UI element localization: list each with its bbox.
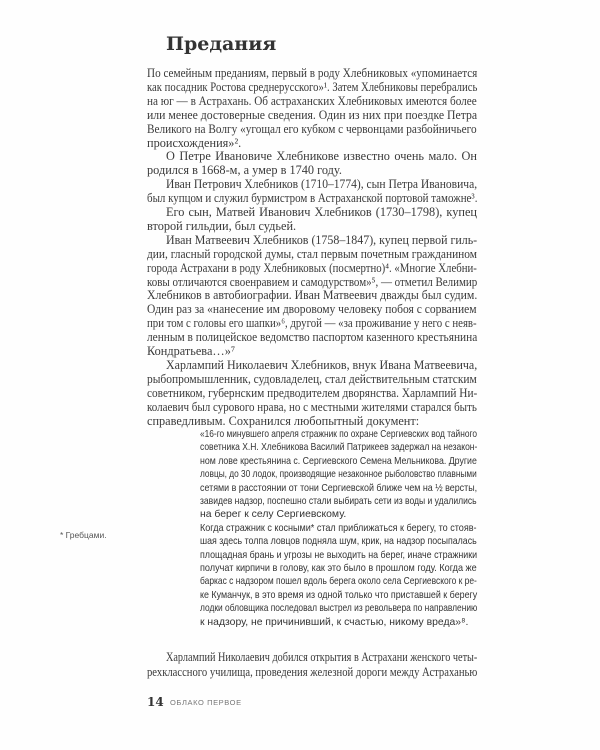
text-line: получат кирпичи в голову, как это было в прошлом году. Когда же — [200, 563, 477, 574]
text-line: ловцы, до 30 лодок, производящие незаконное рыболовство плавными — [200, 469, 477, 481]
chapter-title: Предания — [166, 33, 277, 55]
text-line: Кондратьева…»⁷ — [147, 344, 236, 358]
text-line: сетями в расстоянии от тони Сергиевской ближе чем на ½ версты, — [200, 482, 478, 494]
text-line: ном лове крестьянина с. Сергиевского Семена Мельникова. Другие — [200, 455, 477, 467]
text-line: дии, гласный городской думы, стал первым почетным гражданином — [147, 246, 477, 261]
text-line: рыбопромышленник, судовладелец, стал действительным статским — [147, 371, 477, 386]
text-line: был купцом и служил бурмистром в Астраханской портовой таможне³. — [147, 191, 478, 206]
page-number: 14 — [147, 695, 164, 709]
text-line: Харлампий Николаевич добился открытия в Астрахани женского четы- — [166, 650, 478, 664]
text-line: «16-го минувшего апреля стражник по охране Сергиевских вод тайного — [200, 429, 477, 440]
side-footnote: * Гребцами. — [60, 530, 107, 540]
text-line: происхождения»². — [147, 135, 242, 150]
text-line: или менее достоверные сведения. Один из них при поездке Петра — [147, 107, 478, 122]
text-line: колаевич был сурового нрава, но с местными жителями старался быть — [147, 399, 477, 414]
text-line: советником, губернским предводителем дворянства. Харлампий Ни- — [147, 385, 478, 400]
text-line: при том с головы его шапки»⁶, другой — «за проживание у него с неяв- — [147, 316, 477, 331]
text-line: рехклассного училища, проведения железной дороги между Астраханью — [147, 665, 478, 679]
text-line: шая здесь толпа ловцов подняла шум, крик, на надзор посыпалась — [200, 536, 477, 548]
text-line: Иван Петрович Хлебников (1710–1774), сын Петра Ивановича, — [166, 177, 478, 192]
text-line: ленным в полицейское ведомство паспортом казенного крестьянина — [147, 330, 478, 345]
text-line: ке Куманчук, в это время из одной только что приставшей к берегу — [200, 589, 478, 601]
text-line: ковы отличаются своенравием и самодурством»⁵, — отметил Велимир — [147, 274, 478, 289]
text-line: советника Х.Н. Хлебникова Василий Патрикеев задержал на незакон- — [200, 442, 478, 454]
text-line: второй гильдии, был судьей. — [147, 218, 297, 233]
text-line: города Астрахани в роду Хлебниковых (посмертно)⁴. «Многие Хлебни- — [147, 260, 477, 275]
text-line: лодки обловщика последовал выстрел из револьвера по направлению — [200, 603, 478, 615]
text-line: Харлампий Николаевич Хлебников, внук Ивана Матвеевича, — [166, 357, 478, 372]
running-footer-title: ОБЛАКО ПЕРВОЕ — [170, 698, 242, 707]
text-line: завидев надзор, поспешно стали выбирать сети из воды и удалились — [200, 496, 477, 507]
text-line: О Петре Ивановиче Хлебникове известно очень мало. Он — [166, 149, 477, 164]
text-line: Великого на Волгу «угощал его кубком с червонцами разбойничьего — [147, 121, 477, 136]
text-line: к надзору, не причинивший, к счастью, никому вреда»⁸. — [200, 616, 469, 628]
text-line: баркас с надзором пошел вдоль берега около села Сергиевского к ре- — [200, 576, 477, 588]
text-line: Один раз за «нанесение им дворовому человеку побоя с сорванием — [147, 302, 477, 317]
text-line: на юг — в Астрахань. Об астраханских Хлебниковых имеются более — [147, 93, 477, 108]
text-line: справедливым. Сохранился любопытный документ: — [147, 413, 420, 428]
text-line: Когда стражник с косными* стал приближаться к берегу, то стояв- — [200, 522, 477, 534]
text-line: По семейным преданиям, первый в роду Хлебниковых «упоминается — [147, 66, 478, 80]
text-line: родился в 1668-м, а умер в 1740 году. — [147, 163, 342, 178]
text-line: на берег к селу Сергиевскому. — [200, 509, 347, 521]
text-line: Его сын, Матвей Иванович Хлебников (1730–1798), купец — [166, 205, 477, 219]
text-line: как посадник Ростова среднерусского»¹. Затем Хлебниковы перебрались — [147, 79, 478, 94]
text-line: Иван Матвеевич Хлебников (1758–1847), купец первой гиль- — [166, 232, 478, 247]
text-line: площадная брань и угрозы не выходить на берег, иначе стражники — [200, 549, 478, 561]
text-line: Хлебников в автобиографии. Иван Матвеевич дважды был судим. — [147, 288, 478, 303]
